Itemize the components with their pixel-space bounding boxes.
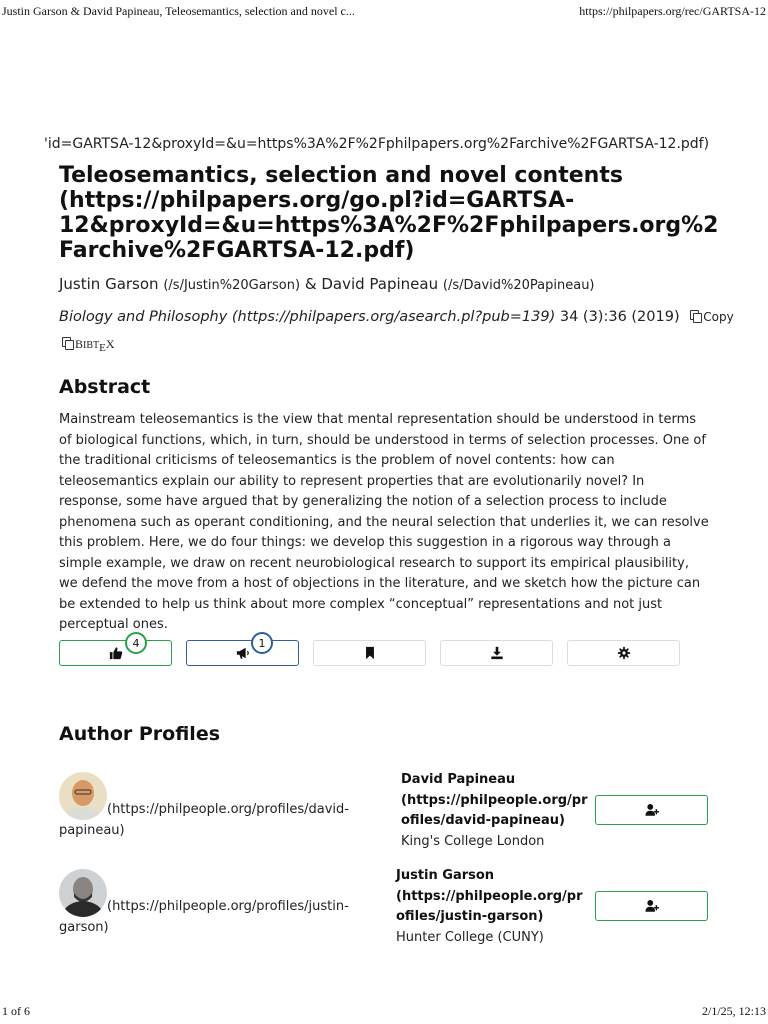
abstract-heading: Abstract: [59, 376, 151, 398]
add-user-icon: [645, 899, 659, 913]
thumbs-up-icon: [109, 646, 123, 660]
profile-photo-url: (https://philpeople.org/profiles/david-papineau): [59, 802, 349, 838]
abstract-text: Mainstream teleosemantics is the view that mental representation should be understood in terms of biological functions, which, in turn, should be understood in terms of selection processes. One of the traditional criticisms of teleosemantics is the problem of novel contents: how can teleosemantics explain our ability to represent properties that are evolutionarily novel? In response, some have argued that by generalizing the notion of a selection process to include phenomena such as operant conditioning, and the neural selection that underlies it, we can resolve this problem. Here, we do four things: we develop this suggestion in a rigorous way through a simple example, we draw on recent neurobiological research to support its empirical plausibility, we defend the move from a host of objections in the literature, and we sketch how the picture can be extended to help us think about more complex “conceptual” representations and not just perceptual ones.: [59, 412, 709, 632]
author-separator: &: [304, 275, 317, 293]
title-url-fragment[interactable]: 'id=GARTSA-12&proxyId=&u=https%3A%2F%2Fphilpapers.org%2Farchive%2FGARTSA-12.pdf): [44, 136, 710, 152]
bibtex-button[interactable]: BIBTEX: [62, 336, 115, 352]
like-button[interactable]: [59, 636, 172, 666]
bookmark-button[interactable]: [313, 640, 426, 666]
profile-photo-link-justin-garson[interactable]: [59, 869, 359, 938]
action-bar: [59, 636, 684, 666]
avatar: [59, 772, 107, 820]
publication-line: [59, 309, 734, 325]
megaphone-icon: [236, 646, 250, 660]
profile-name-link[interactable]: David Papineau (https://philpeople.org/profiles/david-papineau): [401, 772, 588, 828]
profile-name-link[interactable]: Justin Garson (https://philpeople.org/profiles/justin-garson): [396, 868, 583, 924]
follow-author-button[interactable]: [595, 891, 708, 921]
gear-icon: [617, 646, 631, 660]
settings-button[interactable]: [567, 640, 680, 666]
bookmark-icon: [363, 646, 377, 660]
profile-photo-url: (https://philpeople.org/profiles/justin-garson): [59, 899, 349, 935]
author-link-david-papineau[interactable]: David Papineau (/s/David%20Papineau): [321, 275, 595, 293]
print-header: [0, 0, 768, 22]
print-footer: [0, 1002, 768, 1024]
profile-card-justin-garson: [396, 866, 586, 948]
publication-details: 34 (3):36 (2019): [559, 309, 680, 325]
profile-affiliation: Hunter College (CUNY): [396, 929, 544, 945]
avatar: [59, 869, 107, 917]
profile-affiliation: King's College London: [401, 833, 545, 849]
like-count-badge: 4: [125, 632, 147, 654]
print-header-page-title: Justin Garson & David Papineau, Teleosemantics, selection and novel c...: [2, 4, 355, 18]
print-header-url: https://philpapers.org/rec/GARTSA-12: [579, 4, 766, 18]
copy-icon: [690, 310, 701, 322]
author-link-justin-garson[interactable]: Justin Garson (/s/Justin%20Garson): [59, 275, 301, 293]
authors-line: [59, 275, 595, 293]
copy-citation-button[interactable]: Copy: [690, 310, 733, 324]
promote-count-badge: 1: [251, 632, 273, 654]
promote-button[interactable]: [186, 636, 299, 666]
add-user-icon: [645, 803, 659, 817]
profile-card-david-papineau: [401, 770, 591, 852]
journal-link[interactable]: Biology and Philosophy (https://philpapers.org/asearch.pl?pub=139): [59, 309, 556, 325]
page-counter: 1 of 6: [2, 1004, 30, 1018]
download-icon: [490, 646, 504, 660]
copy-icon: [62, 337, 73, 349]
print-timestamp: 2/1/25, 12:13: [701, 1004, 766, 1018]
page-title[interactable]: Teleosemantics, selection and novel contents (https://philpapers.org/go.pl?id=GARTSA-12&proxyId=&u=https%3A%2F%2Fphilpapers.org%2Farchive%2FGARTSA-12.pdf): [59, 163, 719, 263]
download-button[interactable]: [440, 640, 553, 666]
profile-photo-link-david-papineau[interactable]: [59, 772, 359, 841]
author-profiles-heading: Author Profiles: [59, 723, 221, 745]
follow-author-button[interactable]: [595, 795, 708, 825]
